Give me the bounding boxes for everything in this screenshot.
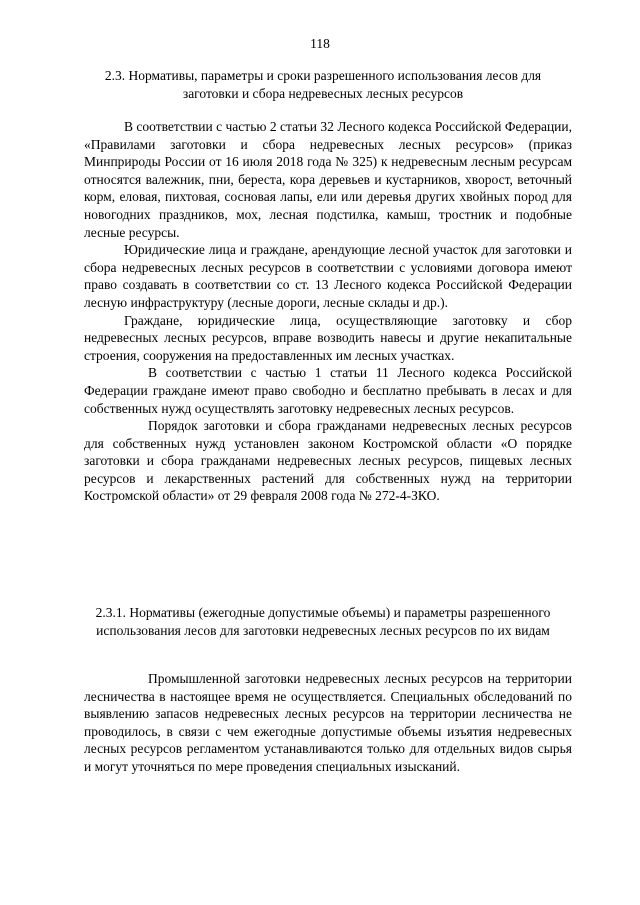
paragraph: В соответствии с частью 1 статьи 11 Лесного кодекса Российской Федерации граждане имеют право свободно и бесплатно пребывать в лесах и для собственных нужд осуществлять заготовку недревесных лесных ресурсов. (84, 365, 572, 416)
paragraph: Промышленной заготовки недревесных лесных ресурсов на территории лесничества в настоящее время не осуществляется. Специальных обследований по выявлению запасов недревесных лесных ресурсов на территории лесничества не проводилось, в связи с чем ежегодные допустимые объемы изъятия недревесных лесных ресурсов регламентом устанавливаются только для отдельных видов сырья и могут уточняться по мере проведения специальных изысканий. (84, 671, 572, 774)
paragraph: Граждане, юридические лица, осуществляющие заготовку и сбор недревесных лесных ресурсов, вправе возводить навесы и другие некапитальные строения, сооружения на предоставленных им лесных участках. (84, 312, 572, 363)
paragraph: В соответствии с частью 2 статьи 32 Лесного кодекса Российской Федерации, «Правилами заготовки и сбора недревесных лесных ресурсов» (приказ Минприроды России от 16 июля 2018 года № 325) к недревесным лесным ресурсам относятся валежник, пни, береста, кора деревьев и кустарников, хворост, веточный корм, еловая, пихтовая, сосновая лапы, ели или деревья других хвойных пород для новогодних праздников, мох, лесная подстилка, камыш, тростник и подобные лесные ресурсы. (84, 119, 572, 240)
subsection-title: 2.3.1. Нормативы (ежегодные допустимые объемы) и параметры разрешенного использования лесов для заготовки недревесных лесных ресурсов по их видам (95, 605, 551, 638)
paragraph: Юридические лица и граждане, арендующие лесной участок для заготовки и сбора недревесных лесных ресурсов в соответствии с условиями договора имеют право создавать в соответствии со ст. 13 Лесного кодекса Российской Федерации лесную инфраструктуру (лесные дороги, лесные склады и др.). (84, 242, 572, 310)
paragraph: Порядок заготовки и сбора гражданами недревесных лесных ресурсов для собственных нужд установлен законом Костромской области «О порядке заготовки и сбора гражданами недревесных лесных ресурсов, пищевых лесных ресурсов и лекарственных растений для собственных нужд на территории Костромской области» от 29 февраля 2008 года № 272-4-ЗКО. (84, 418, 572, 504)
page-number: 118 (310, 36, 330, 51)
section-title: 2.3. Нормативы, параметры и сроки разрешенного использования лесов для заготовки и сбора недревесных лесных ресурсов (104, 68, 542, 101)
section-body (84, 118, 572, 505)
subsection-body (84, 670, 572, 776)
